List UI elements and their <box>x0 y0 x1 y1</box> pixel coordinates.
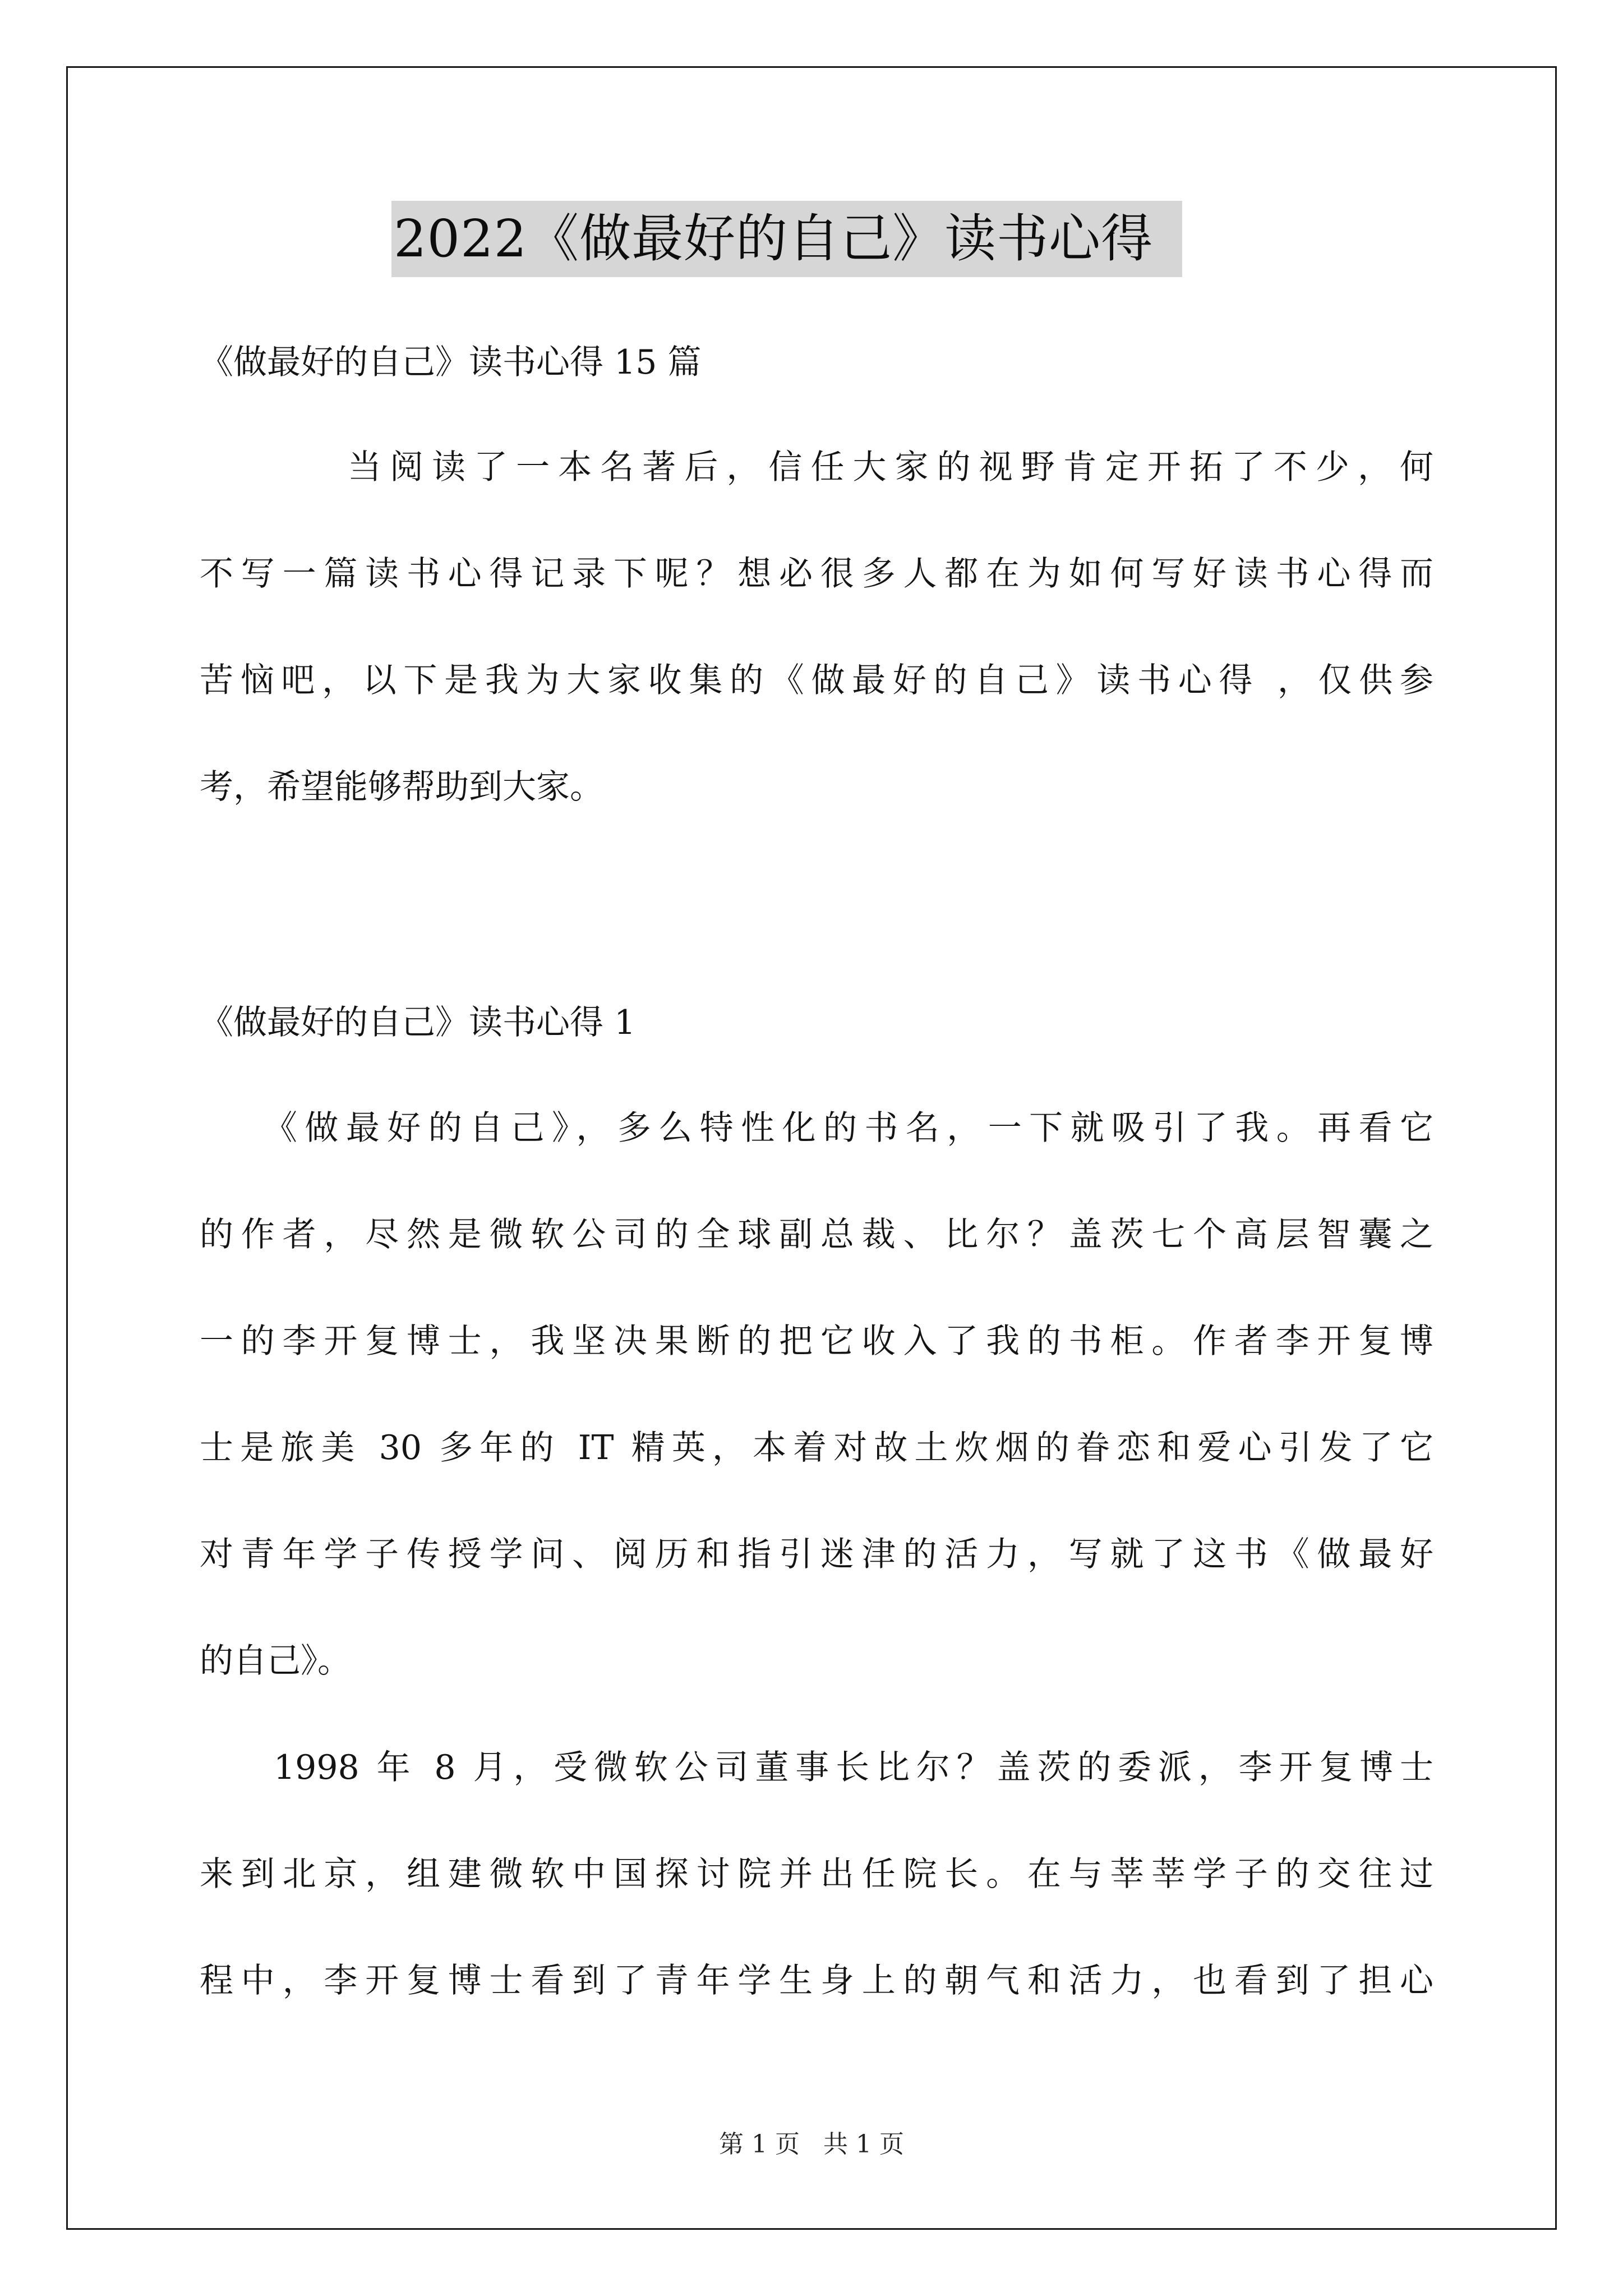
paragraph-line: 1998 年 8 月，受微软公司董事长比尔？盖茨的委派，李开复博士 <box>274 1748 1433 1787</box>
page-footer: 第 1 页 共 1 页 <box>719 2130 904 2159</box>
intro-line: 不写一篇读书心得记录下呢？想必很多人都在为如何写好读书心得而 <box>200 554 1433 593</box>
paragraph-line: 的作者，尽然是微软公司的全球副总裁、比尔？盖茨七个高层智囊之 <box>200 1215 1433 1254</box>
paragraph-line: 对青年学子传授学问、阅历和指引迷津的活力，写就了这书《做最好 <box>200 1535 1433 1574</box>
document-title: 2022《做最好的自己》读书心得 <box>391 201 1182 277</box>
paragraph-line: 士是旅美 30 多年的 IT 精英，本着对故土炊烟的眷恋和爱心引发了它 <box>200 1428 1433 1467</box>
paragraph-line: 程中，李开复博士看到了青年学生身上的朝气和活力，也看到了担心 <box>200 1961 1433 2000</box>
intro-line: 当阅读了一本名著后，信任大家的视野肯定开拓了不少，何 <box>348 448 1433 487</box>
paragraph-line: 的自己》。 <box>200 1641 351 1681</box>
intro-line: 考，希望能够帮助到大家。 <box>200 767 603 807</box>
paragraph-line: 来到北京，组建微软中国探讨院并出任院长。在与莘莘学子的交往过 <box>200 1855 1433 1894</box>
paragraph-line: 一的李开复博士，我坚决果断的把它收入了我的书柜。作者李开复博 <box>200 1322 1433 1361</box>
paragraph-line: 《做最好的自己》，多么特性化的书名，一下就吸引了我。再看它 <box>264 1108 1433 1148</box>
intro-line: 苦恼吧，以下是我为大家收集的《做最好的自己》读书心得 ，仅供参 <box>200 661 1433 700</box>
section-heading: 《做最好的自己》读书心得 1 <box>200 1003 636 1042</box>
document-subtitle: 《做最好的自己》读书心得 15 篇 <box>200 343 702 382</box>
